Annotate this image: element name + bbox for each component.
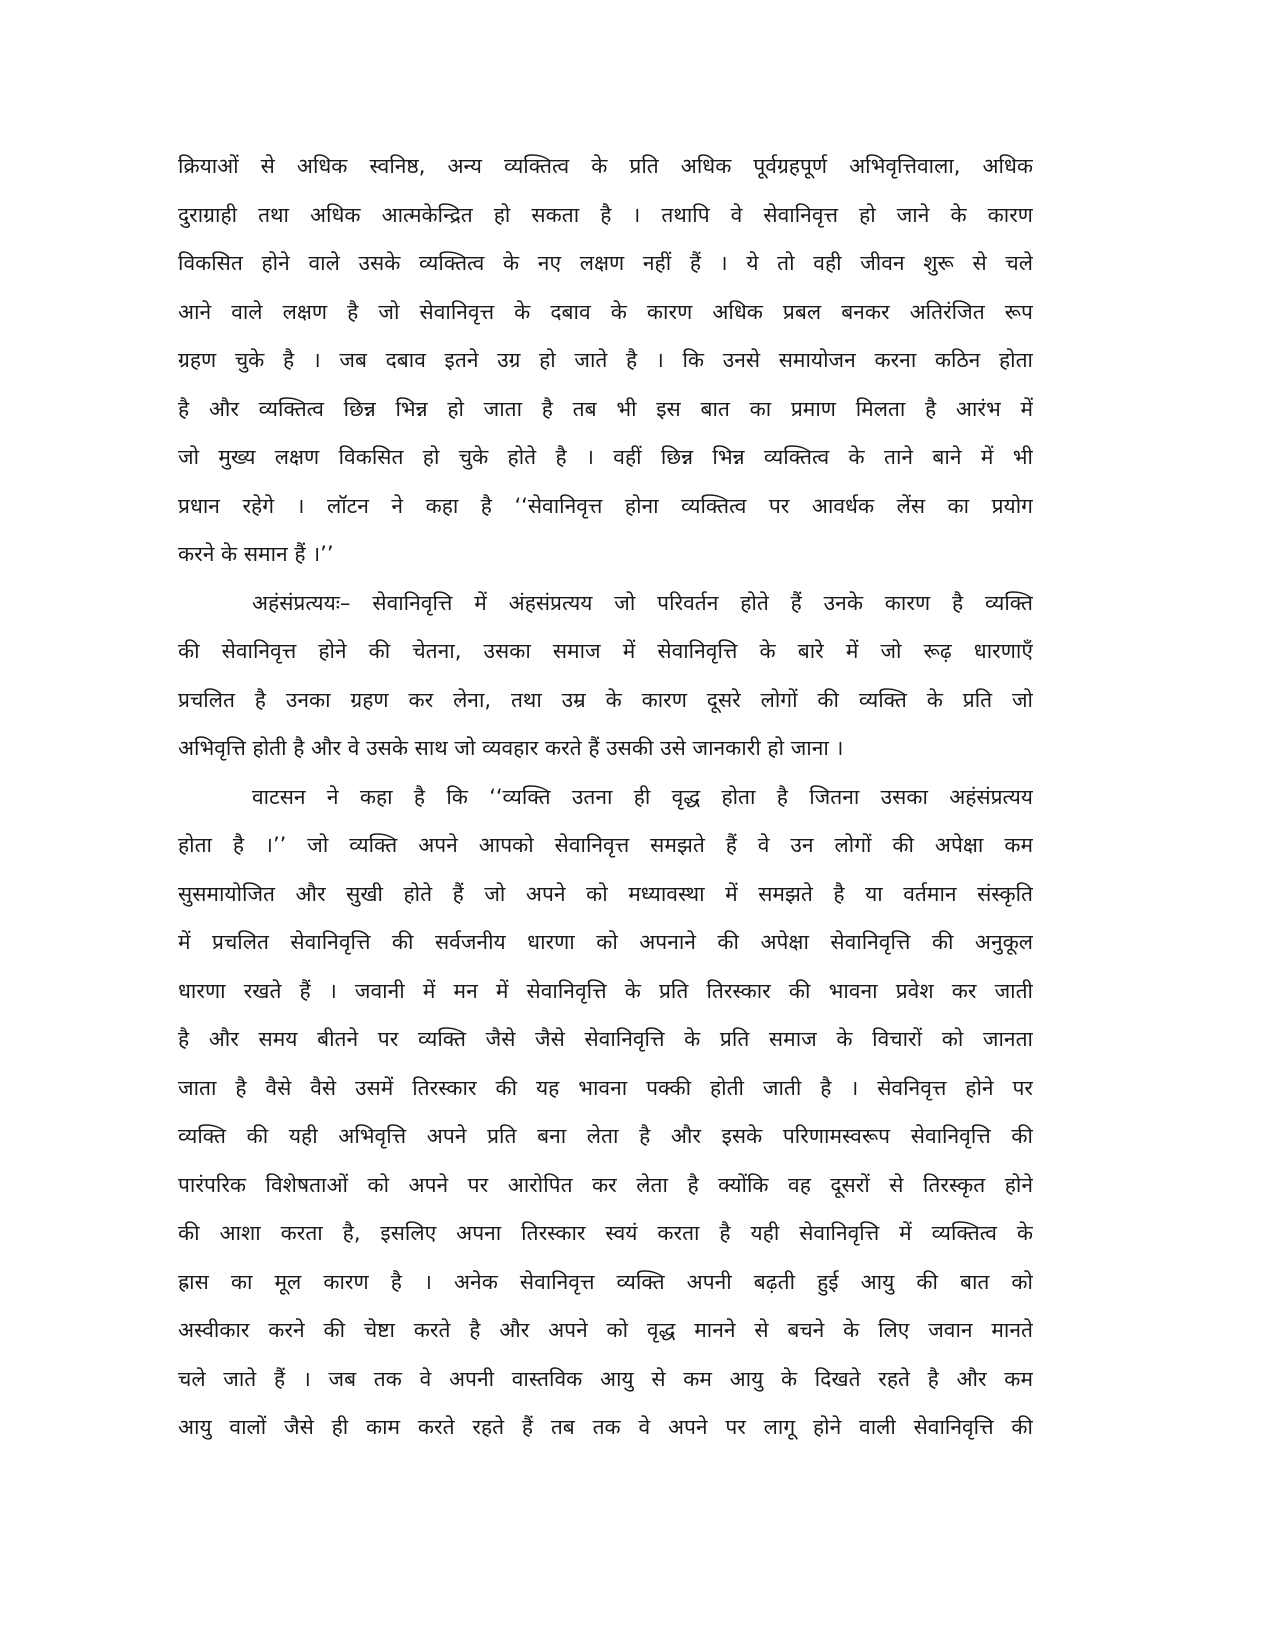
text-line: आयु वालों जैसे ही काम करते रहते हैं तब तक वे अपने पर लागू होने वाली सेवानिवृत्ति की [178,1415,1033,1439]
text-line: होता है ।’’ जो व्यक्ति अपने आपको सेवानिवृत्त समझते हैं वे उन लोगों की अपेक्षा कम [178,833,1033,857]
text-line: सुसमायोजित और सुखी होते हैं जो अपने को मध्यावस्था में समझते है या वर्तमान संस्कृति [178,881,1033,906]
text-line: आने वाले लक्षण है जो सेवानिवृत्त के दबाव के कारण अधिक प्रबल बनकर अतिरंजित रूप [178,299,1033,324]
text-line: की सेवानिवृत्त होने की चेतना, उसका समाज में सेवानिवृत्ति के बारे में जो रूढ़ धारणाएँ [178,639,1033,663]
text-line: पारंपरिक विशेषताओं को अपने पर आरोपित कर लेता है क्योंकि वह दूसरों से तिरस्कृत होने [178,1172,1033,1197]
text-line: प्रचलित है उनका ग्रहण कर लेना, तथा उम्र के कारण दूसरे लोगों की व्यक्ति के प्रति जो [178,687,1033,712]
text-line: दुराग्राही तथा अधिक आत्मकेन्द्रित हो सकता है । तथापि वे सेवानिवृत्त हो जाने के कारण [178,202,1033,227]
body-text [178,142,1033,1452]
text-line: क्रियाओं से अधिक स्वनिष्ठ, अन्य व्यक्तित्व के प्रति अधिक पूर्वग्रहपूर्ण अभिवृत्तिवाला, अधिक [178,154,1033,178]
text-line: अस्वीकार करने की चेष्टा करते है और अपने को वृद्ध मानने से बचने के लिए जवान मानते [178,1318,1033,1342]
text-line: है और व्यक्तित्व छिन्न भिन्न हो जाता है तब भी इस बात का प्रमाण मिलता है आरंभ में [178,396,1033,421]
text-line: अभिवृत्ति होती है और वे उसके साथ जो व्यवहार करते हैं उसकी उसे जानकारी हो जाना । [178,736,844,760]
text-line: विकसित होने वाले उसके व्यक्तित्व के नए लक्षण नहीं हैं । ये तो वही जीवन शुरू से चले [178,251,1033,275]
text-line: है और समय बीतने पर व्यक्ति जैसे जैसे सेवानिवृत्ति के प्रति समाज के विचारों को जानता [178,1027,1033,1051]
text-line: वाटसन ने कहा है कि ‘‘व्यक्ति उतना ही वृद्ध होता है जितना उसका अहंसंप्रत्यय [252,784,1033,809]
text-line: धारणा रखते हैं । जवानी में मन में सेवानिवृत्ति के प्रति तिरस्कार की भावना प्रवेश कर जाती [178,978,1033,1003]
text-line: में प्रचलित सेवानिवृत्ति की सर्वजनीय धारणा को अपनाने की अपेक्षा सेवानिवृत्ति की अनुकूल [178,930,1033,954]
text-line: जो मुख्य लक्षण विकसित हो चुके होते है । वहीं छिन्न भिन्न व्यक्तित्व के ताने बाने में भी [178,445,1033,469]
text-line: ग्रहण चुके है । जब दबाव इतने उग्र हो जाते है । कि उनसे समायोजन करना कठिन होता [178,348,1033,372]
text-line: करने के समान हैं ।’’ [178,542,334,566]
text-line: जाता है वैसे वैसे उसमें तिरस्कार की यह भावना पक्की होती जाती है । सेवनिवृत्त होने पर [178,1075,1033,1100]
text-line: व्यक्ति की यही अभिवृत्ति अपने प्रति बना लेता है और इसके परिणामस्वरूप सेवानिवृत्ति की [178,1124,1033,1148]
text-line: प्रधान रहेगे । लॉटन ने कहा है ‘‘सेवानिवृत्त होना व्यक्तित्व पर आवर्धक लेंस का प्रयोग [178,493,1033,518]
text-line: चले जाते हैं । जब तक वे अपनी वास्तविक आयु से कम आयु के दिखते रहते है और कम [178,1366,1033,1391]
text-line: की आशा करता है, इसलिए अपना तिरस्कार स्वयं करता है यही सेवानिवृत्ति में व्यक्तित्व के [178,1221,1033,1245]
text-line: अहंसंप्रत्ययः– सेवानिवृत्ति में अंहसंप्रत्यय जो परिवर्तन होते हैं उनके कारण है व्यक्ति [252,590,1033,615]
text-line: ह्रास का मूल कारण है । अनेक सेवानिवृत्त व्यक्ति अपनी बढ़ती हुई आयु की बात को [178,1269,1033,1294]
